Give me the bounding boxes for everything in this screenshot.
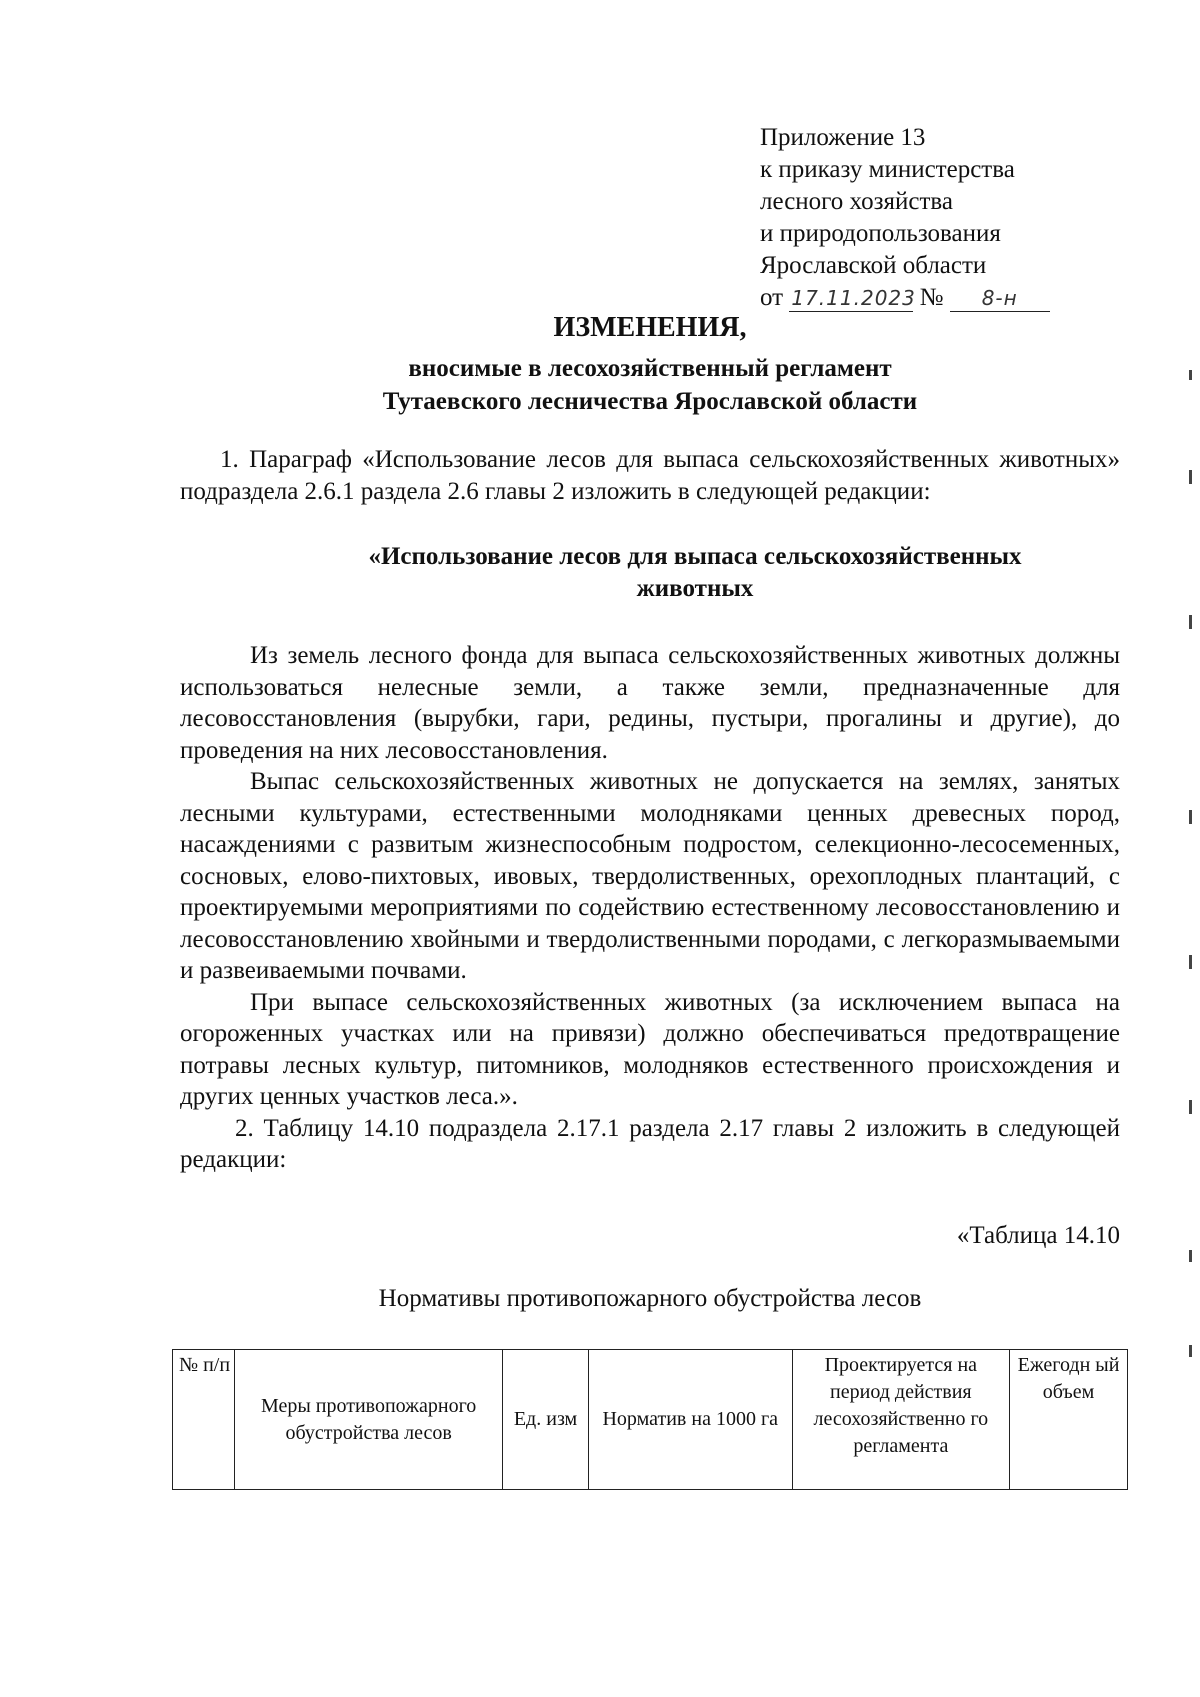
subtitle-line: вносимые в лесохозяйственный регламент xyxy=(408,355,892,382)
paragraph: Выпас сельскохозяйственных животных не допускается на землях, занятых лесными культурами, естественными молодняками ценных древесных пород, насаждениями с развитым жизнеспособным подростом, селекционно-лесосеменных, сосновых, елово-пихтовых, ивовых, твердолиственных, орехоплодных плантаций, с проектируемыми мероприятиями по содействию естественному лесовосстановлению и лесовосстановлению хвойными и твердолиственными породами, с легкоразмываемыми и развеиваемыми почвами. xyxy=(180,768,1120,984)
scan-edge-mark xyxy=(1189,810,1192,824)
scan-edge-mark xyxy=(1189,470,1192,484)
scan-edge-mark xyxy=(1189,1250,1192,1262)
header-cell-measures: Меры противопожарного обустройства лесов xyxy=(235,1350,503,1490)
section-heading-line: «Использование лесов для выпаса сельскохозяйственных xyxy=(368,543,1022,570)
item-1 xyxy=(180,444,1120,507)
order-number: 8-н xyxy=(950,285,1050,312)
header-cell-unit: Ед. изм xyxy=(503,1350,589,1490)
document-title: ИЗМЕНЕНИЯ, xyxy=(553,312,747,343)
appendix-line: к приказу министерства xyxy=(760,156,1015,183)
header-cell-annual: Ежегодн ый объем xyxy=(1010,1350,1128,1490)
scan-edge-mark xyxy=(1189,370,1192,380)
paragraph: Из земель лесного фонда для выпаса сельскохозяйственных животных должны использоваться нелесные земли, а также земли, предназначенные для лесовосстановления (вырубки, гари, редины, пустыри, прогалины и другие), до проведения на них лесовосстановления. xyxy=(180,642,1120,764)
number-prefix: № xyxy=(919,284,944,311)
section-heading xyxy=(230,541,1160,605)
scan-edge-mark xyxy=(1189,1345,1192,1357)
section-heading-line: животных xyxy=(636,575,754,602)
section-body xyxy=(180,640,1120,1176)
table-title: Нормативы противопожарного обустройства лесов xyxy=(378,1285,922,1312)
scan-edge-mark xyxy=(1189,1100,1192,1114)
appendix-line: Приложение 13 xyxy=(760,124,926,151)
item-1-text: 1. Параграф «Использование лесов для выпаса сельскохозяйственных животных» подраздела 2.6.1 раздела 2.6 главы 2 изложить в следующей редакции: xyxy=(180,446,1120,505)
table-reference: «Таблица 14.10 xyxy=(956,1222,1120,1249)
header-cell-number: № п/п xyxy=(173,1350,235,1490)
header-cell-planned: Проектируется на период действия лесохозяйственно го регламента xyxy=(792,1350,1009,1490)
date-prefix: от xyxy=(760,284,784,311)
appendix-line: лесного хозяйства xyxy=(760,188,953,215)
scan-edge-mark xyxy=(1189,955,1192,969)
paragraph: 2. Таблицу 14.10 подраздела 2.17.1 раздела 2.17 главы 2 изложить в следующей редакции: xyxy=(180,1114,1120,1173)
table-header-row xyxy=(173,1350,1128,1490)
document-subtitle xyxy=(180,352,1120,418)
appendix-line: Ярославской области xyxy=(760,252,987,279)
paragraph: При выпасе сельскохозяйственных животных (за исключением выпаса на огороженных участках или на привязи) должно обеспечиваться предотвращение потравы лесных культур, питомников, молодняков естественного происхождения и других ценных участков леса.». xyxy=(180,988,1120,1110)
norms-table xyxy=(172,1349,1128,1490)
header-cell-norm: Норматив на 1000 га xyxy=(588,1350,792,1490)
subtitle-line: Тутаевского лесничества Ярославской области xyxy=(382,388,918,415)
order-date: 17.11.2023 xyxy=(791,286,916,310)
appendix-block xyxy=(760,122,1050,314)
scan-edge-mark xyxy=(1189,615,1192,629)
appendix-line: и природопользования xyxy=(760,220,1001,247)
